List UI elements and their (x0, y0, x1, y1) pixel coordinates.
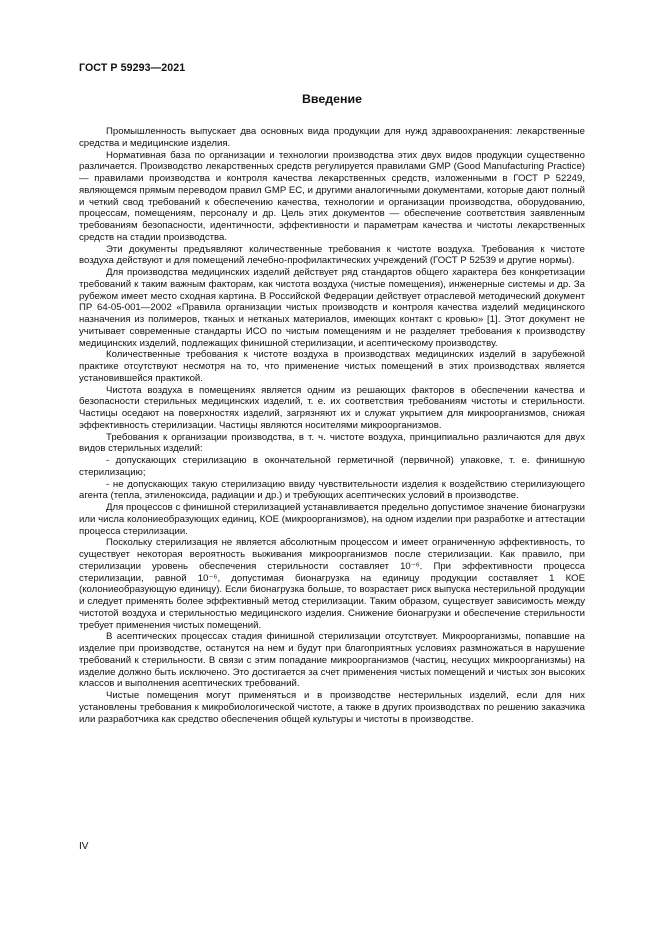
paragraph: Для процессов с финишной стерилизацией устанавливается предельно допустимое значение бионагрузки или числа колониеобразующих единиц, КОЕ (микроорганизмов), на одном изделии при разработке и аттестации процесса стерилизации. (79, 502, 585, 537)
paragraph: Нормативная база по организации и технологии производства этих двух видов продукции существенно различается. Производство лекарственных средств регулируется правилами GMP (Good Manufacturing Practice) — правилами производства и контроля качества лекарственных средств, изложенными в ГОСТ Р 52249, являющемся прямым переводом правил GMP ЕС, и другими аналогичными документами, которые дают полный и четкий свод требований к обеспечению качества, технологии и организации производства, оборудованию, процессам, помещениям, персоналу и др. Цель этих документов — обеспечение соответствия заявленным требованиям безопасности, идентичности, эффективности и параметрам качества и чистоты лекарственных средств на стадии производства. (79, 149, 585, 243)
paragraph: Требования к организации производства, в т. ч. чистоте воздуха, принципиально различаются для двух видов стерильных изделий: (79, 431, 585, 455)
paragraph: Промышленность выпускает два основных вида продукции для нужд здравоохранения: лекарственные средства и медицинские изделия. (79, 126, 585, 149)
document-code: ГОСТ Р 59293—2021 (79, 62, 186, 74)
paragraph: Количественные требования к чистоте воздуха в производствах медицинских изделий в зарубежной практике отсутствуют несмотря на то, что применение чистых помещений в этих производствах является установившейся практикой. (79, 349, 585, 384)
paragraph: Для производства медицинских изделий действует ряд стандартов общего характера без конкретизации требований к таким важным факторам, как чистота воздуха (чистые помещения), инженерные системы и др. За рубежом имеет место сходная картина. В Российской Федерации действует отраслевой методический документ ПР 64-05-001—2002 «Правила организации чистых производств и контроля качества изделий медицинского назначения из полимеров, тканых и нетканых материалов, имеющих контакт с кровью» [1]. Этот документ не учитывает современные стандарты ИСО по чистым помещениям и не разделяет требования к производству медицинских изделий, подлежащих финишной стерилизации, и асептическому производству. (79, 267, 585, 349)
section-title: Введение (301, 92, 363, 106)
paragraph: В асептических процессах стадия финишной стерилизации отсутствует. Микроорганизмы, попавшие на изделие при производстве, останутся на нем и будут при благоприятных условиях размножаться в нарушение требований к стерильности. В связи с этим попадание микроорганизмов (частиц, несущих микроорганизмы) на изделие должно быть исключено. Это достигается за счет применения чистых помещений и чистых зон высоких классов и выполнения асептических требований. (79, 631, 585, 690)
paragraph: Чистота воздуха в помещениях является одним из решающих факторов в обеспечении качества и безопасности стерильных медицинских изделий, т. е. их соответствия требованиям чистоты и стерильности. Частицы оседают на поверхностях изделий, загрязняют их и служат укрытием для микроорганизмов, снижая эффективность стерилизации. Частицы являются носителями микроорганизмов. (79, 384, 585, 431)
body-text (79, 126, 585, 725)
page-number: IV (79, 841, 89, 852)
list-item: - не допускающих такую стерилизацию ввиду чувствительности изделия к воздействию стерилизующего агента (тепла, этиленоксида, радиации и др.) и требующих асептических условий в производстве. (79, 478, 585, 502)
paragraph: Поскольку стерилизация не является абсолютным процессом и имеет ограниченную эффективность, то существует некоторая вероятность выживания микроорганизмов после стерилизации. Как правило, при стерилизации уровень обеспечения стерильности составляет 10⁻⁶. При эффективности процесса стерилизации, равной 10⁻⁶, допустимая бионагрузка на единицу продукции составляет 1 КОЕ (колониеобразующую единицу). Если бионагрузка больше, то возрастает риск выпуска нестерильной продукции и следует применять более эффективный метод стерилизации. Таким образом, существует зависимость между чистотой воздуха и стерильностью медицинского изделия. Снижение бионагрузки и обеспечение стерильности требует применения чистых помещений. (79, 537, 585, 631)
paragraph: Чистые помещения могут применяться и в производстве нестерильных изделий, если для них установлены требования к микробиологической чистоте, а также в других производствах по решению заказчика или разработчика как средство обеспечения общей культуры и чистоты в производстве. (79, 690, 585, 725)
list-item: - допускающих стерилизацию в окончательной герметичной (первичной) упаковке, т. е. финишную стерилизацию; (79, 455, 585, 478)
paragraph: Эти документы предъявляют количественные требования к чистоте воздуха. Требования к чистоте воздуха действуют и для помещений лечебно-профилактических учреждений (ГОСТ Р 52539 и другие нормы). (79, 243, 585, 267)
